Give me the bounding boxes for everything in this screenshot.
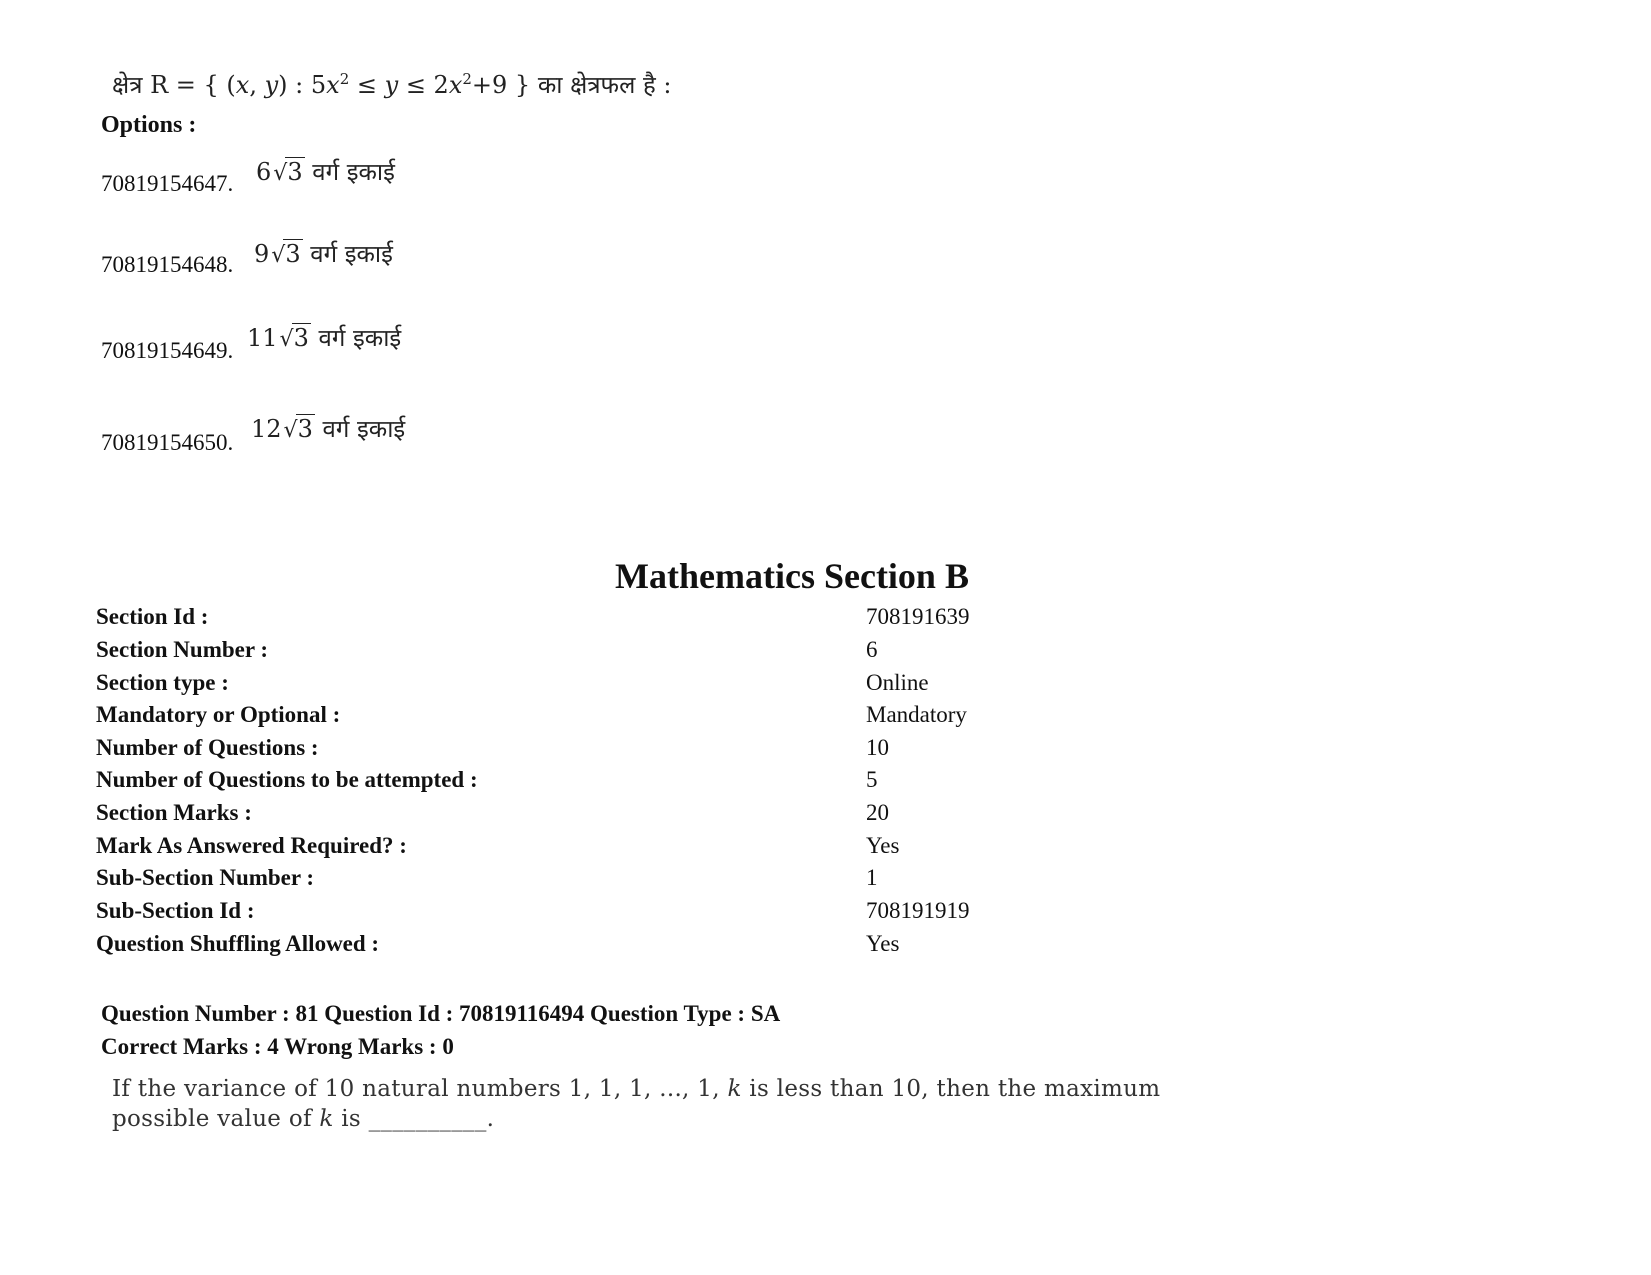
- option-id: 70819154648.: [101, 252, 234, 277]
- question-meta: Question Number : 81 Question Id : 70819116494 Question Type : SA: [101, 1001, 781, 1026]
- detail-label: Section Id :: [96, 604, 209, 629]
- detail-label: Mark As Answered Required? :: [96, 833, 407, 858]
- question-body-line1: [112, 1076, 1160, 1102]
- detail-label: Mandatory or Optional :: [96, 702, 341, 727]
- option-radicand: 3: [287, 158, 303, 186]
- option-radicand: 3: [293, 324, 309, 352]
- q-exp1: 2: [339, 70, 350, 88]
- option-coefficient: 12: [251, 415, 282, 443]
- option-coefficient: 11: [247, 324, 278, 352]
- detail-value: Mandatory: [866, 702, 967, 727]
- detail-value: 6: [866, 637, 878, 662]
- section-title: Mathematics Section B: [615, 556, 969, 596]
- option-coefficient: 6: [256, 158, 272, 186]
- detail-label: Number of Questions :: [96, 735, 319, 760]
- question-body-line2: [112, 1106, 494, 1132]
- detail-label: Sub-Section Number :: [96, 865, 315, 890]
- q-var-x2: x: [326, 71, 340, 99]
- q-body-text: is __________.: [333, 1106, 495, 1132]
- detail-label: Section Marks :: [96, 800, 252, 825]
- q-var-y2: y: [384, 71, 399, 99]
- detail-label: Section type :: [96, 670, 229, 695]
- q-middle: ) : 5: [278, 71, 327, 99]
- detail-value: 708191639: [866, 604, 970, 629]
- q-body-text: is less than 10, then the maximum: [741, 1076, 1161, 1102]
- options-label: Options :: [101, 112, 197, 138]
- q-body-text: If the variance of 10 natural numbers 1, 1, 1, ..., 1,: [112, 1076, 728, 1102]
- option-unit: वर्ग इकाई: [318, 324, 402, 352]
- detail-value: 1: [866, 865, 878, 890]
- sqrt-symbol: √3: [279, 324, 309, 352]
- q-var-x3: x: [448, 71, 463, 99]
- q-var-k: k: [727, 1076, 742, 1102]
- option-answer: [254, 237, 393, 270]
- option-unit: वर्ग इकाई: [310, 240, 393, 268]
- q-le1: ≤: [349, 71, 385, 99]
- q-exp2: 2: [462, 70, 472, 88]
- q-suffix: +9 } का क्षेत्रफल है :: [471, 71, 672, 99]
- detail-value: Online: [866, 670, 929, 695]
- option-id: 70819154647.: [101, 171, 234, 196]
- option-answer: [251, 412, 405, 445]
- q-le2: ≤ 2: [398, 71, 449, 99]
- detail-label: Section Number :: [96, 637, 269, 662]
- option-unit: वर्ग इकाई: [312, 158, 395, 186]
- q-prefix: क्षेत्र R = { (: [112, 71, 236, 99]
- option-radicand: 3: [285, 240, 301, 268]
- detail-value: Yes: [866, 931, 900, 956]
- sqrt-symbol: √3: [271, 240, 301, 268]
- detail-value: 5: [866, 767, 878, 792]
- q-var-k: k: [319, 1106, 334, 1132]
- sqrt-symbol: √3: [273, 158, 303, 186]
- option-answer: [247, 321, 401, 354]
- q-body-text: possible value of: [112, 1106, 320, 1132]
- option-unit: वर्ग इकाई: [322, 415, 406, 443]
- sqrt-symbol: √3: [283, 415, 313, 443]
- detail-label: Number of Questions to be attempted :: [96, 767, 478, 792]
- detail-value: Yes: [866, 833, 900, 858]
- previous-question-text: [112, 68, 671, 101]
- q-var-x: x: [235, 71, 250, 99]
- option-id: 70819154649.: [101, 338, 234, 363]
- detail-value: 20: [866, 800, 889, 825]
- option-coefficient: 9: [254, 240, 270, 268]
- option-id: 70819154650.: [101, 430, 234, 455]
- q-comma: ,: [249, 71, 265, 99]
- option-radicand: 3: [297, 415, 313, 443]
- detail-label: Question Shuffling Allowed :: [96, 931, 380, 956]
- option-answer: [256, 155, 395, 188]
- detail-label: Sub-Section Id :: [96, 898, 255, 923]
- detail-value: 10: [866, 735, 889, 760]
- detail-value: 708191919: [866, 898, 970, 923]
- question-marks: Correct Marks : 4 Wrong Marks : 0: [101, 1034, 454, 1059]
- q-var-y: y: [264, 71, 279, 99]
